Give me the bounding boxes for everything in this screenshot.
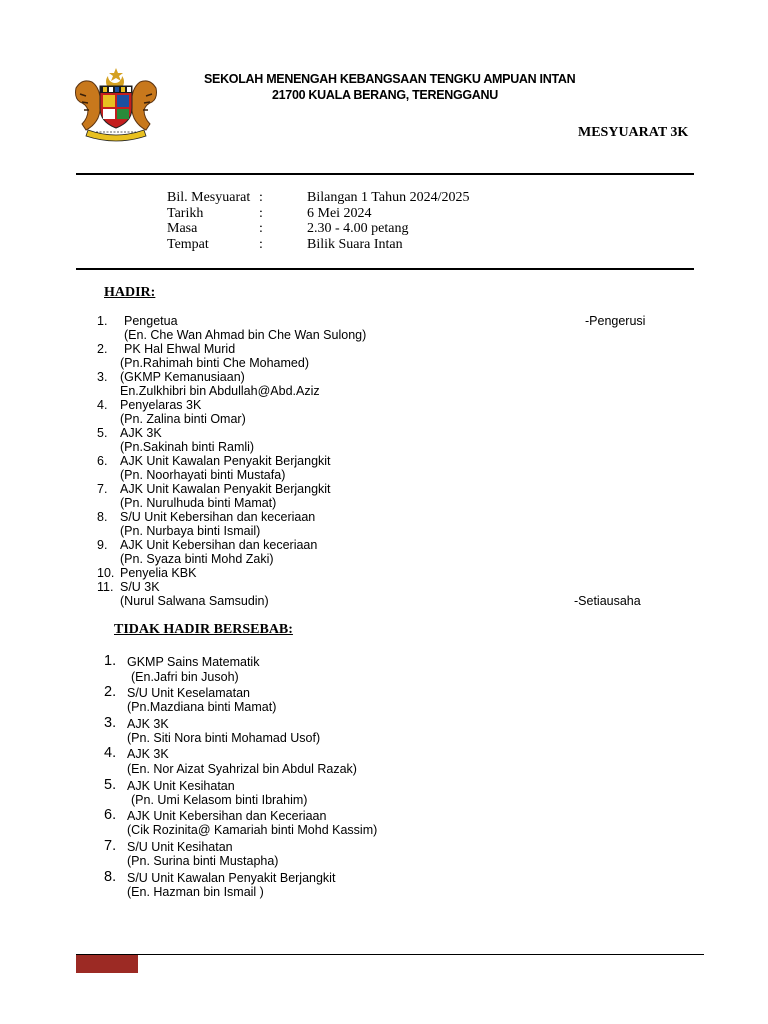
list-item-number: 6. bbox=[104, 807, 117, 823]
list-item-number: 3. bbox=[97, 370, 108, 384]
list-item-name: (Pn.Rahimah binti Che Mohamed) bbox=[120, 356, 309, 370]
list-item-name: En.Zulkhibri bin Abdullah@Abd.Aziz bbox=[120, 384, 320, 398]
info-value: 6 Mei 2024 bbox=[307, 206, 372, 221]
list-item-title: (GKMP Kemanusiaan) bbox=[120, 370, 245, 384]
list-item-title: GKMP Sains Matematik bbox=[127, 655, 260, 669]
list-item-name: (En. Che Wan Ahmad bin Che Wan Sulong) bbox=[124, 328, 367, 342]
hadir-heading: HADIR: bbox=[104, 285, 156, 300]
list-item-title: AJK Unit Kesihatan bbox=[127, 779, 235, 793]
coat-of-arms-logo bbox=[70, 66, 162, 144]
tidak-hadir-heading: TIDAK HADIR BERSEBAB: bbox=[114, 622, 293, 637]
list-item-number: 11. bbox=[97, 580, 114, 594]
list-item-title: Penyelaras 3K bbox=[120, 398, 202, 412]
info-colon: : bbox=[259, 190, 263, 205]
list-item-title: Penyelia KBK bbox=[120, 566, 197, 580]
list-item-number: 7. bbox=[104, 838, 117, 854]
footer-divider bbox=[76, 954, 704, 955]
list-item-title: AJK Unit Kawalan Penyakit Berjangkit bbox=[120, 454, 331, 468]
list-item-number: 9. bbox=[97, 538, 108, 552]
list-item-title: AJK 3K bbox=[127, 717, 169, 731]
list-item-title: AJK Unit Kebersihan dan Keceriaan bbox=[127, 809, 327, 823]
meeting-title: MESYUARAT 3K bbox=[578, 125, 689, 140]
list-item-name: (Pn. Umi Kelasom binti Ibrahim) bbox=[131, 793, 308, 807]
list-item-number: 7. bbox=[97, 482, 108, 496]
info-value: 2.30 - 4.00 petang bbox=[307, 221, 409, 236]
list-item-title: AJK 3K bbox=[120, 426, 162, 440]
list-item-title: PK Hal Ehwal Murid bbox=[124, 342, 236, 356]
list-item-name: (Pn. Syaza binti Mohd Zaki) bbox=[120, 552, 274, 566]
list-item-number: 10. bbox=[97, 566, 115, 580]
list-item-title: S/U 3K bbox=[120, 580, 160, 594]
info-value: Bilik Suara Intan bbox=[307, 237, 403, 252]
list-item-name: (Pn. Nurulhuda binti Mamat) bbox=[120, 496, 277, 510]
list-item-number: 6. bbox=[97, 454, 108, 468]
info-colon: : bbox=[259, 206, 263, 221]
info-row bbox=[0, 206, 768, 222]
list-item-number: 1. bbox=[104, 653, 117, 669]
list-item-name: (Pn.Sakinah binti Ramli) bbox=[120, 440, 255, 454]
list-item-number: 4. bbox=[104, 745, 117, 761]
list-item-name: (Pn. Zalina binti Omar) bbox=[120, 412, 246, 426]
list-item-title: AJK 3K bbox=[127, 747, 169, 761]
list-item-title: S/U Unit Kesihatan bbox=[127, 840, 233, 854]
info-key: Tempat bbox=[167, 237, 209, 252]
list-item-name: (Pn. Nurbaya binti Ismail) bbox=[120, 524, 261, 538]
list-item-name: (En.Jafri bin Jusoh) bbox=[131, 670, 239, 684]
list-item-name: (En. Hazman bin Ismail ) bbox=[127, 885, 264, 899]
header-divider bbox=[76, 173, 694, 175]
list-item-title: S/U Unit Kebersihan dan keceriaan bbox=[120, 510, 316, 524]
list-item-name: (Cik Rozinita@ Kamariah binti Mohd Kassim) bbox=[127, 823, 378, 837]
list-item-title: S/U Unit Keselamatan bbox=[127, 686, 250, 700]
list-item-number: 2. bbox=[104, 684, 117, 700]
list-item-role: -Pengerusi bbox=[585, 314, 646, 328]
list-item-title: AJK Unit Kebersihan dan keceriaan bbox=[120, 538, 318, 552]
list-item-number: 5. bbox=[104, 777, 117, 793]
info-row bbox=[0, 190, 768, 206]
list-item-role: -Setiausaha bbox=[574, 594, 641, 608]
list-item-title: Pengetua bbox=[124, 314, 178, 328]
footer-accent-bar bbox=[76, 955, 138, 973]
list-item-name: (En. Nor Aizat Syahrizal bin Abdul Razak) bbox=[127, 762, 357, 776]
list-item-number: 8. bbox=[97, 510, 108, 524]
list-item-number: 2. bbox=[97, 342, 108, 356]
list-item-name: (Pn. Surina binti Mustapha) bbox=[127, 854, 279, 868]
list-item-name: (Pn.Mazdiana binti Mamat) bbox=[127, 700, 277, 714]
list-item-number: 1. bbox=[97, 314, 108, 328]
list-item-number: 3. bbox=[104, 715, 117, 731]
list-item-name: (Pn. Noorhayati binti Mustafa) bbox=[120, 468, 286, 482]
info-colon: : bbox=[259, 237, 263, 252]
info-value: Bilangan 1 Tahun 2024/2025 bbox=[307, 190, 470, 205]
school-name: SEKOLAH MENENGAH KEBANGSAAN TENGKU AMPUAN INTAN bbox=[204, 72, 576, 86]
list-item-number: 8. bbox=[104, 869, 117, 885]
list-item-number: 4. bbox=[97, 398, 108, 412]
list-item-number: 5. bbox=[97, 426, 108, 440]
info-key: Masa bbox=[167, 221, 198, 236]
list-item-title: AJK Unit Kawalan Penyakit Berjangkit bbox=[120, 482, 331, 496]
info-row bbox=[0, 237, 768, 253]
list-item-title: S/U Unit Kawalan Penyakit Berjangkit bbox=[127, 871, 336, 885]
school-address: 21700 KUALA BERANG, TERENGGANU bbox=[272, 88, 498, 102]
info-colon: : bbox=[259, 221, 263, 236]
list-item-name: (Pn. Siti Nora binti Mohamad Usof) bbox=[127, 731, 321, 745]
info-row bbox=[0, 221, 768, 237]
info-key: Bil. Mesyuarat bbox=[167, 190, 251, 205]
list-item-name: (Nurul Salwana Samsudin) bbox=[120, 594, 269, 608]
malaysia-coat-of-arms-icon bbox=[70, 66, 162, 144]
info-divider bbox=[76, 268, 694, 270]
info-key: Tarikh bbox=[167, 206, 204, 221]
